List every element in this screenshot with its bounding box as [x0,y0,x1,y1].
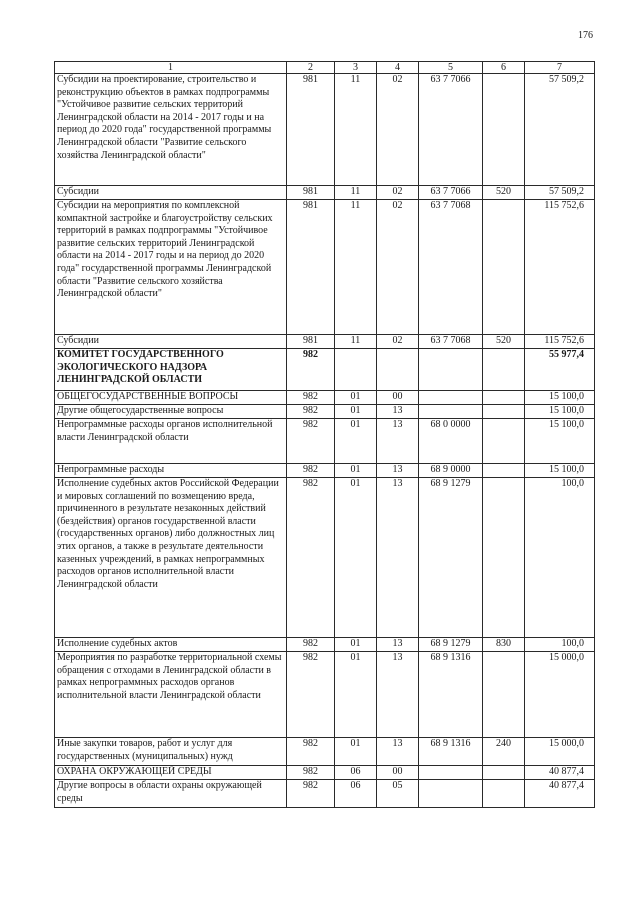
table-row [55,74,595,186]
cell-target-article [419,391,483,405]
cell-ministry-code: 982 [287,419,335,464]
cell-section: 01 [335,638,377,652]
column-header: 4 [377,62,419,74]
cell-expense-type [483,478,525,638]
budget-table [54,61,595,808]
cell-amount: 55 977,4 [525,349,595,391]
cell-target-article [419,766,483,780]
cell-subsection: 13 [377,652,419,738]
row-name: Непрограммные расходы органов исполнительной власти Ленинградской области [55,419,287,464]
cell-expense-type: 240 [483,738,525,766]
cell-subsection [377,349,419,391]
row-name: Субсидии [55,186,287,200]
cell-expense-type [483,405,525,419]
cell-target-article [419,780,483,808]
cell-subsection: 02 [377,200,419,335]
cell-expense-type [483,200,525,335]
column-header: 1 [55,62,287,74]
cell-expense-type [483,349,525,391]
cell-amount: 100,0 [525,478,595,638]
table-row [55,349,595,391]
cell-ministry-code: 981 [287,335,335,349]
cell-ministry-code: 982 [287,349,335,391]
cell-subsection: 02 [377,335,419,349]
cell-ministry-code: 982 [287,780,335,808]
cell-amount: 15 100,0 [525,405,595,419]
table-row [55,738,595,766]
cell-target-article: 68 9 1279 [419,638,483,652]
cell-target-article: 68 9 1279 [419,478,483,638]
page-number: 176 [578,30,593,41]
cell-section: 01 [335,478,377,638]
cell-section: 11 [335,200,377,335]
row-name: Исполнение судебных актов Российской Федерации и мировых соглашений по возмещению вреда, причиненного в результате незаконных действий (бездействия) органов государственной власти (государственных органов) либо должностных лиц этих органов, а также в результате деятельности казенных учреждений, в рамках непрограммных расходов органов исполнительной власти Ленинградской области [55,478,287,638]
cell-ministry-code: 982 [287,391,335,405]
cell-target-article: 63 7 7066 [419,186,483,200]
cell-ministry-code: 982 [287,464,335,478]
cell-target-article: 63 7 7068 [419,335,483,349]
cell-expense-type [483,419,525,464]
cell-subsection: 13 [377,738,419,766]
cell-expense-type [483,464,525,478]
cell-amount: 100,0 [525,638,595,652]
row-name: Субсидии [55,335,287,349]
row-name: КОМИТЕТ ГОСУДАРСТВЕННОГО ЭКОЛОГИЧЕСКОГО НАДЗОРА ЛЕНИНГРАДСКОЙ ОБЛАСТИ [55,349,287,391]
row-name: Иные закупки товаров, работ и услуг для государственных (муниципальных) нужд [55,738,287,766]
column-header: 3 [335,62,377,74]
cell-ministry-code: 981 [287,186,335,200]
cell-subsection: 00 [377,766,419,780]
cell-amount: 15 000,0 [525,738,595,766]
row-name: Другие общегосударственные вопросы [55,405,287,419]
cell-section: 01 [335,405,377,419]
cell-subsection: 05 [377,780,419,808]
cell-target-article: 68 0 0000 [419,419,483,464]
cell-target-article: 68 9 1316 [419,652,483,738]
cell-target-article: 63 7 7066 [419,74,483,186]
cell-expense-type: 830 [483,638,525,652]
cell-expense-type [483,780,525,808]
cell-section: 01 [335,738,377,766]
row-name: Непрограммные расходы [55,464,287,478]
row-name: Мероприятия по разработке территориальной схемы обращения с отходами в Ленинградской области в рамках непрограммных расходов органов исполнительной власти Ленинградской области [55,652,287,738]
cell-expense-type [483,766,525,780]
table-row [55,200,595,335]
cell-expense-type [483,652,525,738]
column-header-row [55,62,595,74]
row-name: Субсидии на проектирование, строительство и реконструкцию объектов в рамках подпрограммы "Устойчивое развитие сельских территорий Ленинградской области на 2014 - 2017 годы и на период до 2020 года" государственной программы Ленинградской области "Развитие сельского хозяйства Ленинградской области" [55,74,287,186]
cell-target-article: 68 9 0000 [419,464,483,478]
table-row [55,419,595,464]
cell-section: 01 [335,464,377,478]
cell-amount: 40 877,4 [525,780,595,808]
cell-section: 01 [335,652,377,738]
column-header: 2 [287,62,335,74]
cell-subsection: 02 [377,74,419,186]
cell-expense-type: 520 [483,186,525,200]
cell-section: 06 [335,766,377,780]
cell-amount: 57 509,2 [525,186,595,200]
cell-amount: 15 100,0 [525,464,595,478]
cell-amount: 15 100,0 [525,419,595,464]
cell-ministry-code: 982 [287,638,335,652]
row-name: ОХРАНА ОКРУЖАЮЩЕЙ СРЕДЫ [55,766,287,780]
cell-amount: 15 100,0 [525,391,595,405]
row-name: ОБЩЕГОСУДАРСТВЕННЫЕ ВОПРОСЫ [55,391,287,405]
cell-subsection: 00 [377,391,419,405]
cell-expense-type [483,74,525,186]
cell-ministry-code: 981 [287,74,335,186]
column-header: 7 [525,62,595,74]
column-header: 5 [419,62,483,74]
cell-ministry-code: 982 [287,652,335,738]
cell-section: 11 [335,335,377,349]
cell-ministry-code: 982 [287,738,335,766]
cell-target-article: 63 7 7068 [419,200,483,335]
column-header: 6 [483,62,525,74]
cell-amount: 15 000,0 [525,652,595,738]
cell-ministry-code: 982 [287,478,335,638]
table-row [55,766,595,780]
table-row [55,405,595,419]
cell-target-article [419,349,483,391]
cell-section: 01 [335,419,377,464]
table-row [55,478,595,638]
cell-expense-type: 520 [483,335,525,349]
cell-section: 11 [335,74,377,186]
cell-subsection: 02 [377,186,419,200]
cell-section [335,349,377,391]
cell-section: 11 [335,186,377,200]
table-row [55,186,595,200]
table-row [55,391,595,405]
cell-amount: 57 509,2 [525,74,595,186]
cell-section: 06 [335,780,377,808]
cell-target-article: 68 9 1316 [419,738,483,766]
cell-amount: 115 752,6 [525,200,595,335]
cell-ministry-code: 982 [287,766,335,780]
table-row [55,638,595,652]
table-row [55,652,595,738]
cell-subsection: 13 [377,638,419,652]
table-row [55,335,595,349]
cell-amount: 40 877,4 [525,766,595,780]
row-name: Другие вопросы в области охраны окружающей среды [55,780,287,808]
cell-amount: 115 752,6 [525,335,595,349]
cell-subsection: 13 [377,405,419,419]
cell-ministry-code: 982 [287,405,335,419]
row-name: Субсидии на мероприятия по комплексной компактной застройке и благоустройству сельских территорий в рамках подпрограммы "Устойчивое развитие сельских территорий Ленинградской области на 2014 - 2017 годы и на период до 2020 года" государственной программы Ленинградской области "Развитие сельского хозяйства Ленинградской области" [55,200,287,335]
cell-subsection: 13 [377,464,419,478]
cell-subsection: 13 [377,478,419,638]
table-row [55,780,595,808]
cell-expense-type [483,391,525,405]
cell-section: 01 [335,391,377,405]
table-row [55,464,595,478]
cell-subsection: 13 [377,419,419,464]
cell-ministry-code: 981 [287,200,335,335]
cell-target-article [419,405,483,419]
row-name: Исполнение судебных актов [55,638,287,652]
